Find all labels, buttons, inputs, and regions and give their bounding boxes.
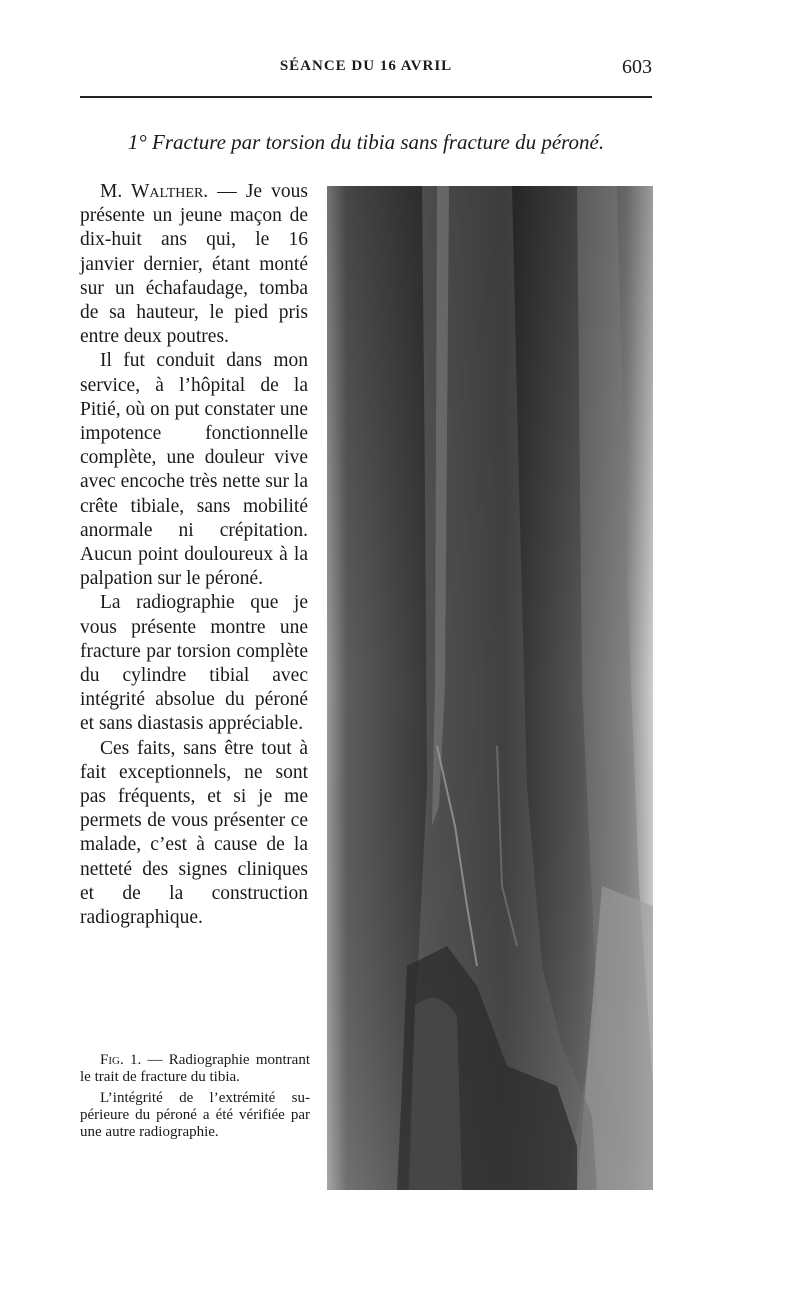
article-text [80, 180, 308, 930]
figure-label: Fig. 1. [100, 1052, 142, 1068]
section-heading: 1° Fracture par torsion du tibia sans fracture du péroné. [127, 130, 605, 154]
paragraph-4: Ces faits, sans être tout à fait exceptionnels, ne sont pas fréquents, et si je me permets de vous présenter ce malade, c’est à cause de la netteté des signes cliniques et de la construction radiographique. [80, 737, 308, 929]
paragraph-3: La radiographie que je vous présente montre une fracture par torsion complète du cylindre tibial avec intégrité absolue du péroné et sans diastasis appréciable. [80, 592, 308, 735]
running-title: SÉANCE DU 16 AVRIL [279, 58, 453, 74]
paragraph-1 [80, 180, 308, 349]
author-name: M. Walther. [100, 181, 209, 202]
caption-main [80, 1052, 310, 1086]
page-number: 603 [622, 56, 652, 78]
paragraph-2: Il fut conduit dans mon service, à l’hôpital de la Pitié, où on put constater une impotence fonctionnelle complète, une douleur vive avec encoche très nette sur la crête tibiale, sans mobilité anormale ni crépitation. Aucun point douloureux à la palpation sur le péroné. [80, 350, 308, 590]
running-head [80, 58, 652, 88]
header-rule [80, 96, 652, 98]
caption-text: — Radiographie montrant le trait de fracture du tibia. [80, 1052, 310, 1085]
figure-caption [80, 1052, 310, 1145]
x-ray-radiograph-image [327, 186, 653, 1190]
paragraph-1-text: — Je vous présente un jeune maçon de dix-huit ans qui, le 16 janvier dernier, étant monté sur un échafaudage, tomba de sa hauteur, le pied pris entre deux poutres. [80, 181, 308, 348]
caption-note: L’intégrité de l’extrémité supérieure du péroné a été vérifiée par une autre radiographie. [80, 1090, 310, 1140]
x-ray-radiograph-svg [327, 186, 653, 1190]
